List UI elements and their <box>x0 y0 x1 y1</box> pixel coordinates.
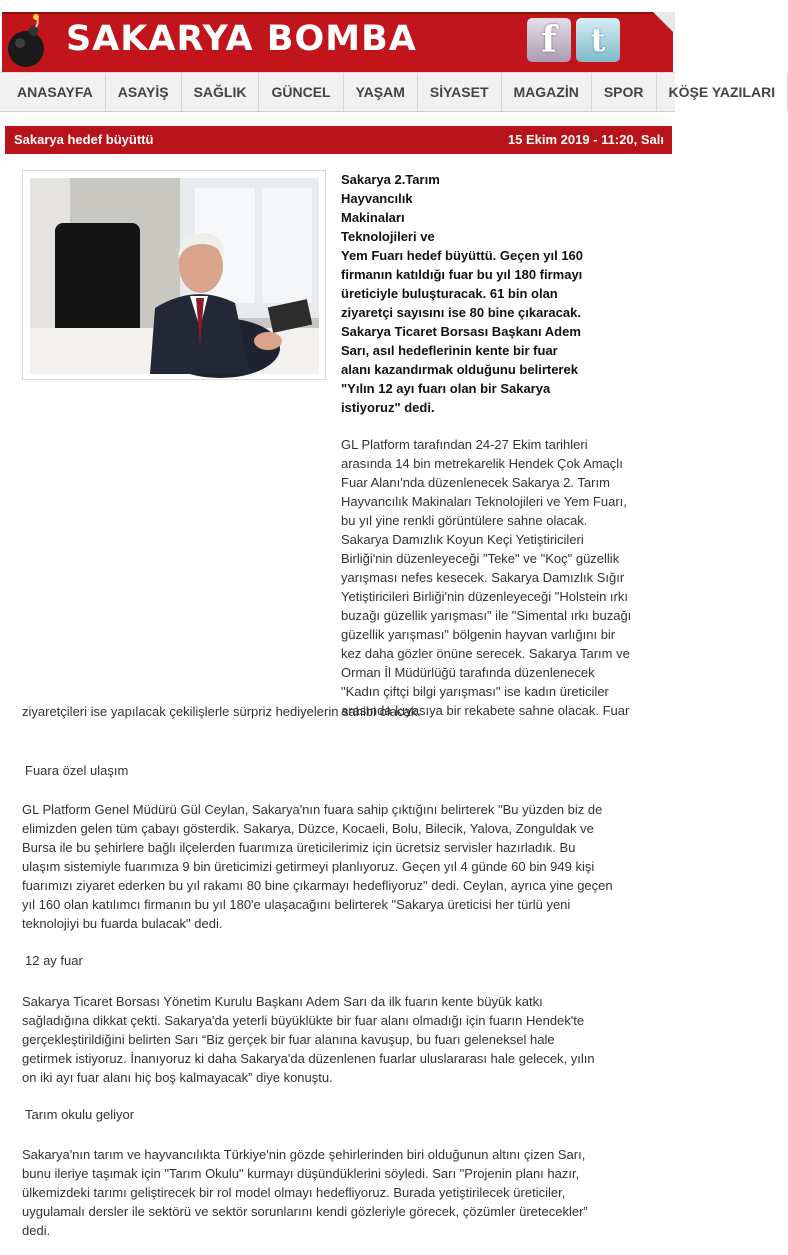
paragraph-line: GL Platform Genel Müdürü Gül Ceylan, Sakarya'nın fuara sahip çıktığını belirterek "Bu yüzden biz de <box>22 802 603 817</box>
paragraph-line: gerçekleştirildiğini belirten Sarı “Biz gerçek bir fuar alanına kavuşup, bu fuarı geleneksel hale <box>22 1032 555 1047</box>
facebook-glyph: f <box>541 19 557 61</box>
paragraph-line: GL Platform tarafından 24-27 Ekim tarihleri <box>341 437 588 452</box>
paragraph-line: fuarımızı ziyaret ederken bu yıl rakamı 80 bine çıkarmayı hedefliyoruz" dedi. Ceylan, ayrıca yine geçen <box>22 878 613 893</box>
article-paragraph-1 <box>341 435 661 720</box>
article-date: 15 Ekim 2019 - 11:20, Salı <box>507 132 664 147</box>
article-paragraph-2 <box>22 800 662 933</box>
paragraph-line: yıl 160 olan katılımcı firmanın bu yıl 180'e ulaşacağını belirterek "Sakarya üreticisi her türlü yeni <box>22 897 571 912</box>
paragraph-line: teknolojiyi bu fuarda bulacak" dedi. <box>22 916 223 931</box>
paragraph-line: kez daha gözler önüne serecek. Sakarya Tarım ve <box>341 646 630 661</box>
facebook-icon[interactable] <box>527 18 571 62</box>
paragraph-line: on iki ayı fuar alanı hiç boş kalmayacak” diye konuştu. <box>22 1070 333 1085</box>
nav-item-siyaset[interactable]: SİYASET <box>418 73 502 111</box>
article-paragraph-4 <box>22 1145 662 1240</box>
paragraph-line: Birliği'nin düzenleyeceği "Teke" ve "Koç" güzellik <box>341 551 620 566</box>
paragraph-line: Sakarya'nın tarım ve hayvancılıkta Türkiye'nin gözde şehirlerinden biri olduğunun altını çizen Sarı, <box>22 1147 586 1162</box>
paragraph-line: Fuar Alanı'nda düzenlenecek Sakarya 2. Tarım <box>341 475 610 490</box>
paragraph-line: Sakarya Ticaret Borsası Yönetim Kurulu Başkanı Adem Sarı da ilk fuarın kente büyük katkı <box>22 994 543 1009</box>
paragraph-line: Hayvancılık Makinaları Teknolojileri ve Yem Fuarı, <box>341 494 627 509</box>
lead-line: alanı kazandırmak olduğunu belirterek <box>341 362 578 377</box>
subheading-fuara-ozel-ulasim: Fuara özel ulaşım <box>25 763 129 778</box>
lead-line: Makinaları <box>341 210 405 225</box>
article-title: Sakarya hedef büyüttü <box>14 132 154 147</box>
paragraph-line: dedi. <box>22 1223 51 1238</box>
twitter-icon[interactable] <box>576 18 620 62</box>
article-title-bar <box>5 126 672 154</box>
bomb-logo-icon[interactable] <box>2 12 58 70</box>
article-lead <box>341 170 656 417</box>
twitter-glyph: t <box>590 21 606 59</box>
lead-line: "Yılın 12 ayı fuarı olan bir Sakarya <box>341 381 551 396</box>
paragraph-line: ülkemizdeki tarımı geliştirecek bir rol model olmayı hedefliyoruz. Burada yetiştirilecek üreticiler, <box>22 1185 566 1200</box>
subheading-tarim-okulu-geliyor: Tarım okulu geliyor <box>25 1107 135 1122</box>
paragraph-line: Sakarya Damızlık Koyun Keçi Yetiştiricileri <box>341 532 584 547</box>
lead-line: Sakarya 2.Tarım <box>341 172 440 187</box>
paragraph-line: arasında 14 bin metrekarelik Hendek Çok Amaçlı <box>341 456 623 471</box>
paragraph-line: Orman İl Müdürlüğü tarafında düzenlenecek <box>341 665 595 680</box>
paragraph-line: "Kadın çiftçi bilgi yarışması" ise kadın üreticiler <box>341 684 609 699</box>
paragraph-line: ulaşım sistemiyle fuarımıza 9 bin üreticimizi getirmeyi planlıyoruz. Geçen yıl 4 günde 60 bin 949 kişi <box>22 859 595 874</box>
main-nav <box>0 72 776 112</box>
site-header <box>0 0 675 72</box>
paragraph-line: elimizden gelen tüm çabayı gösterdik. Sakarya, Düzce, Kocaeli, Bolu, Bilecik, Yalova, Zonguldak ve <box>22 821 594 836</box>
article-photo <box>30 178 319 374</box>
paragraph-line: arasında kıyasıya bir rekabete sahne olacak. Fuar <box>341 703 630 718</box>
nav-item-spor[interactable]: SPOR <box>592 73 657 111</box>
article-photo-frame <box>22 170 326 380</box>
paragraph-line: getirmek istiyoruz. İnanıyoruz ki daha Sakarya'da düzenlenen fuarlar uluslararası hale gelecek, yılın <box>22 1051 595 1066</box>
lead-line: ziyaretçi sayısını ise 80 bine çıkaracak. <box>341 305 581 320</box>
paragraph-line: yarışması nefes kesecek. Sakarya Damızlık Sığır <box>341 570 625 585</box>
lead-line: Yem Fuarı hedef büyüttü. Geçen yıl 160 <box>341 248 584 263</box>
paragraph-line: uygulamalı dersler ile sektörü ve sektör sorunlarını kendi gözleriyle görecek, çözümler üretecekler” <box>22 1204 588 1219</box>
nav-item-kose-yazilari[interactable]: KÖŞE YAZILARI <box>657 73 788 111</box>
lead-line: üreticiyle buluşturacak. 61 bin olan <box>341 286 558 301</box>
article-paragraph-3 <box>22 992 662 1087</box>
lead-line: Sakarya Ticaret Borsası Başkanı Adem <box>341 324 581 339</box>
paragraph-line: sağladığına dikkat çekti. Sakarya'da yeterli büyüklükte bir fuar alanı olmadığı için fuarın Hendek'te <box>22 1013 585 1028</box>
paragraph-line: güzellik yarışması" bölgenin hayvan varlığını bir <box>341 627 616 642</box>
paragraph-line: bu yıl yine renkli görüntülere sahne olacak. <box>341 513 588 528</box>
nav-item-saglik[interactable]: SAĞLIK <box>182 73 260 111</box>
nav-item-magazin[interactable]: MAGAZİN <box>502 73 592 111</box>
paragraph-line: buzağı güzellik yarışması" ile "Simental ırkı buzağı <box>341 608 632 623</box>
lead-line: Hayvancılık <box>341 191 413 206</box>
article-paragraph-1-continued: ziyaretçileri ise yapılacak çekilişlerle sürpriz hediyelerin sahibi olacak. <box>22 704 421 719</box>
paragraph-line: bunu ileriye taşımak için "Tarım Okulu" kurmayı düşündüklerini söyledi. Sarı "Projenin planı hazır, <box>22 1166 580 1181</box>
paragraph-line: Bursa ile bu şehirlere bağlı ilçelerden fuarımıza üreticilerimiz için ücretsiz servisler hazırladık. Bu <box>22 840 576 855</box>
lead-line: Teknolojileri ve <box>341 229 435 244</box>
site-logo-text[interactable]: SAKARYA BOMBA <box>66 19 417 59</box>
lead-line: istiyoruz" dedi. <box>341 400 435 415</box>
paragraph-line: Yetiştiricileri Birliği'nin düzenleyeceği "Holstein ırkı <box>341 589 628 604</box>
subheading-12-ay-fuar: 12 ay fuar <box>25 953 83 968</box>
nav-item-asayis[interactable]: ASAYİŞ <box>106 73 182 111</box>
page-corner-fold <box>653 12 675 34</box>
lead-line: firmanın katıldığı fuar bu yıl 180 firmayı <box>341 267 583 282</box>
nav-item-anasayfa[interactable]: ANASAYFA <box>0 73 106 111</box>
nav-item-yasam[interactable]: YAŞAM <box>344 73 418 111</box>
nav-item-guncel[interactable]: GÜNCEL <box>259 73 343 111</box>
lead-line: Sarı, asıl hedeflerinin kente bir fuar <box>341 343 558 358</box>
